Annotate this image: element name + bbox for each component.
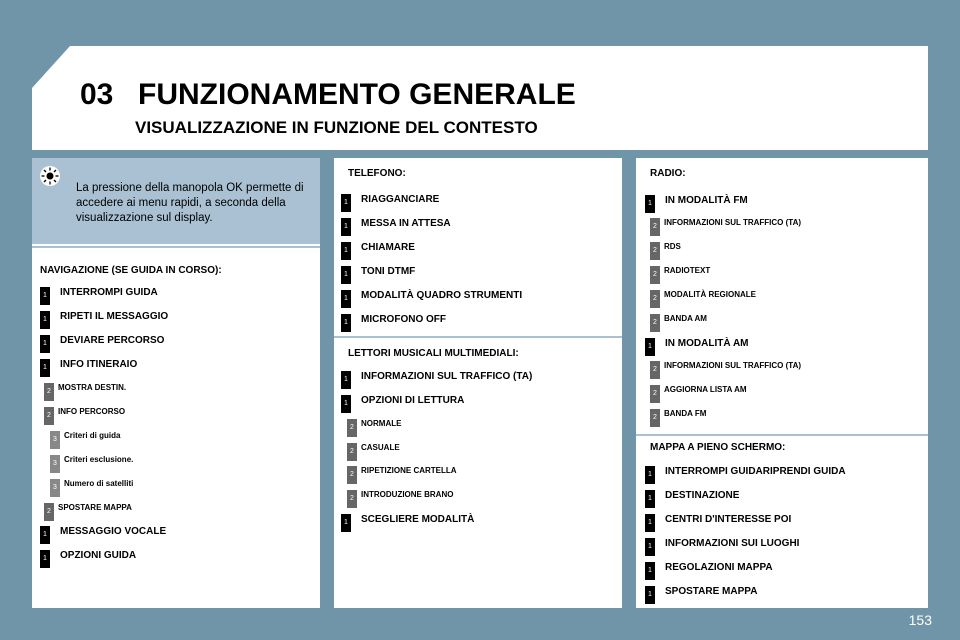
level-badge: 1 <box>341 266 351 284</box>
item-label: INFORMAZIONI SUL TRAFFICO (TA) <box>664 361 802 370</box>
level-badge: 1 <box>645 338 655 356</box>
item-label: Criteri esclusione. <box>64 455 134 464</box>
item-label: AGGIORNA LISTA AM <box>664 385 747 394</box>
level-badge: 1 <box>341 395 351 413</box>
item-label: DEVIARE PERCORSO <box>60 335 165 346</box>
level-badge: 2 <box>650 266 660 284</box>
level-badge: 1 <box>341 218 351 236</box>
level-badge: 1 <box>645 490 655 508</box>
item-label: INFO PERCORSO <box>58 407 126 416</box>
item-label: IN MODALITÀ FM <box>665 195 748 206</box>
level-badge: 1 <box>645 195 655 213</box>
level-badge: 1 <box>40 335 50 353</box>
level-badge: 2 <box>650 361 660 379</box>
item-label: CHIAMARE <box>361 242 415 253</box>
item-label: DESTINAZIONE <box>665 490 740 501</box>
item-label: RIPETIZIONE CARTELLA <box>361 466 457 475</box>
item-label: Numero di satelliti <box>64 479 134 488</box>
sun-icon <box>40 166 60 186</box>
item-label: OPZIONI GUIDA <box>60 550 137 561</box>
level-badge: 2 <box>44 383 54 401</box>
level-badge: 2 <box>650 290 660 308</box>
item-label: INFORMAZIONI SUL TRAFFICO (TA) <box>361 371 533 382</box>
level-badge: 1 <box>341 314 351 332</box>
level-badge: 3 <box>50 455 60 473</box>
level-badge: 3 <box>50 431 60 449</box>
item-label: INTERROMPI GUIDA <box>60 287 158 298</box>
level-badge: 2 <box>44 503 54 521</box>
item-label: SCEGLIERE MODALITÀ <box>361 514 475 525</box>
level-badge: 1 <box>645 514 655 532</box>
item-label: INTERROMPI GUIDARIPRENDI GUIDA <box>665 466 846 477</box>
item-label: INFO ITINERAIO <box>60 359 138 370</box>
item-label: RDS <box>664 242 681 251</box>
level-badge: 1 <box>341 371 351 389</box>
item-label: RIAGGANCIARE <box>361 194 440 205</box>
info-note <box>32 158 320 244</box>
level-badge: 3 <box>50 479 60 497</box>
item-label: RIPETI IL MESSAGGIO <box>60 311 169 322</box>
level-badge: 2 <box>650 314 660 332</box>
level-badge: 2 <box>650 409 660 427</box>
item-label: SPOSTARE MAPPA <box>665 586 758 597</box>
lettori-heading: LETTORI MUSICALI MULTIMEDIALI: <box>348 348 519 359</box>
mappa-heading: MAPPA A PIENO SCHERMO: <box>650 442 786 453</box>
item-label: Criteri di guida <box>64 431 121 440</box>
level-badge: 1 <box>645 562 655 580</box>
item-label: INTRODUZIONE BRANO <box>361 490 454 499</box>
item-label: OPZIONI DI LETTURA <box>361 395 465 406</box>
page-title: FUNZIONAMENTO GENERALE <box>138 78 576 111</box>
telefono-heading: TELEFONO: <box>348 168 406 179</box>
item-label: MICROFONO OFF <box>361 314 446 325</box>
item-label: MODALITÀ QUADRO STRUMENTI <box>361 290 523 301</box>
item-label: SPOSTARE MAPPA <box>58 503 132 512</box>
note-text: La pressione della manopola OK permette di accedere ai menu rapidi, a seconda della visualizzazione sul display. <box>76 182 304 224</box>
item-label: MESSAGGIO VOCALE <box>60 526 167 537</box>
item-label: BANDA AM <box>664 314 707 323</box>
level-badge: 1 <box>40 359 50 377</box>
radio-heading: RADIO: <box>650 168 686 179</box>
level-badge: 1 <box>341 242 351 260</box>
level-badge: 2 <box>44 407 54 425</box>
level-badge: 1 <box>341 194 351 212</box>
level-badge: 1 <box>645 466 655 484</box>
item-label: REGOLAZIONI MAPPA <box>665 562 773 573</box>
level-badge: 1 <box>40 550 50 568</box>
level-badge: 1 <box>40 526 50 544</box>
level-badge: 1 <box>645 538 655 556</box>
level-badge: 2 <box>347 490 357 508</box>
level-badge: 2 <box>650 385 660 403</box>
level-badge: 1 <box>40 287 50 305</box>
level-badge: 1 <box>341 514 351 532</box>
item-label: CENTRI D'INTERESSE POI <box>665 514 792 525</box>
level-badge: 2 <box>347 419 357 437</box>
item-label: NORMALE <box>361 419 402 428</box>
level-badge: 2 <box>650 242 660 260</box>
item-label: CASUALE <box>361 443 400 452</box>
item-label: RADIOTEXT <box>664 266 711 275</box>
item-label: TONI DTMF <box>361 266 416 277</box>
level-badge: 2 <box>650 218 660 236</box>
level-badge: 1 <box>645 586 655 604</box>
item-label: IN MODALITÀ AM <box>665 338 749 349</box>
level-badge: 2 <box>347 443 357 461</box>
item-label: MOSTRA DESTIN. <box>58 383 127 392</box>
page-subtitle: VISUALIZZAZIONE IN FUNZIONE DEL CONTESTO <box>135 118 538 137</box>
level-badge: 1 <box>341 290 351 308</box>
level-badge: 2 <box>347 466 357 484</box>
telefono-divider <box>334 336 622 338</box>
item-label: INFORMAZIONI SUI LUOGHI <box>665 538 800 549</box>
radio-divider <box>636 434 928 436</box>
note-divider <box>32 246 320 248</box>
item-label: INFORMAZIONI SUL TRAFFICO (TA) <box>664 218 802 227</box>
item-label: MODALITÀ REGIONALE <box>664 290 756 299</box>
item-label: MESSA IN ATTESA <box>361 218 451 229</box>
level-badge: 1 <box>40 311 50 329</box>
nav-heading: NAVIGAZIONE (SE GUIDA IN CORSO): <box>40 265 222 276</box>
page-number: 153 <box>908 612 932 628</box>
item-label: BANDA FM <box>664 409 707 418</box>
chapter-number: 03 <box>80 78 114 111</box>
